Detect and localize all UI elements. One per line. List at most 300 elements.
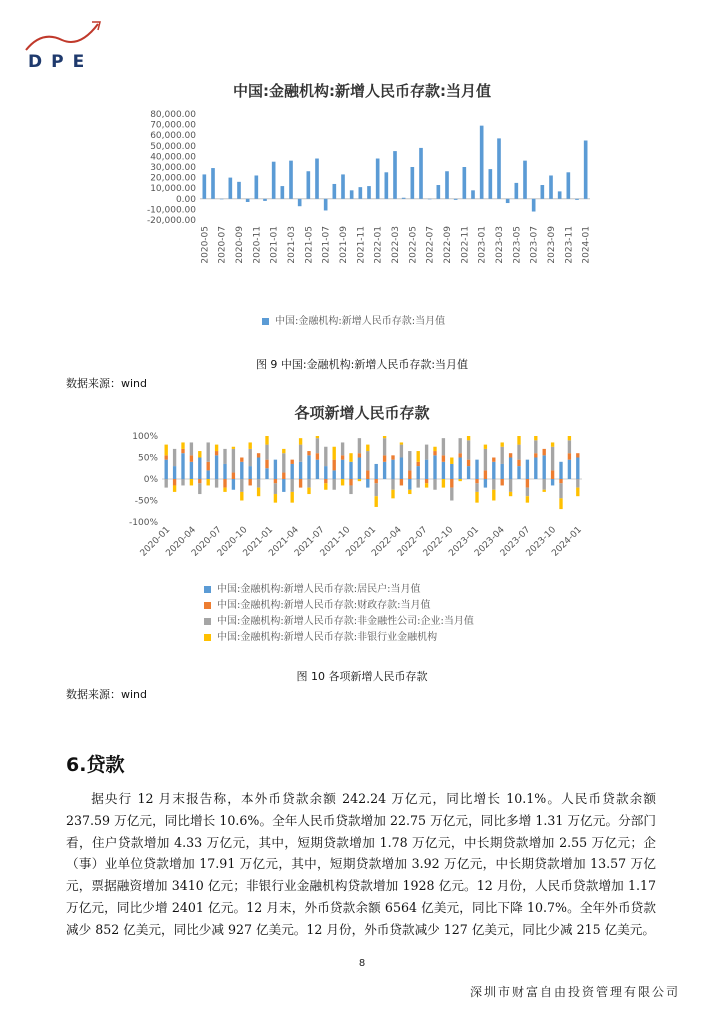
bar-segment <box>198 483 201 494</box>
figure-10-caption: 图 10 各项新增人民币存款 <box>296 670 428 683</box>
bar <box>367 186 371 199</box>
legend-label: 中国:金融机构:新增人民币存款:财政存款:当月值 <box>217 600 431 611</box>
bar-segment <box>307 455 310 479</box>
bar-segment <box>433 479 436 490</box>
bar-segment <box>215 451 218 455</box>
bar-segment <box>333 479 336 490</box>
bar-segment <box>358 458 361 480</box>
bar-segment <box>215 445 218 451</box>
x-tick-label: 2023-05 <box>512 226 523 264</box>
bar-segment <box>450 488 453 501</box>
bar-segment <box>450 464 453 479</box>
x-tick-label: 2023-09 <box>547 226 557 264</box>
x-tick-label: 2021-09 <box>339 226 349 264</box>
bar-segment <box>173 466 176 479</box>
bar-segment <box>467 436 470 440</box>
legend-item <box>204 614 474 630</box>
bar-segment <box>492 479 495 490</box>
bar-segment <box>349 479 352 485</box>
bar-segment <box>375 496 378 507</box>
x-tick-label: 2021-07 <box>293 525 327 559</box>
bar-segment <box>534 436 537 440</box>
bar-segment <box>400 445 403 458</box>
y-tick-label: -50% <box>134 496 158 507</box>
legend-item <box>204 582 474 598</box>
bar-segment <box>291 464 294 479</box>
bar-segment <box>400 458 403 480</box>
bar-segment <box>475 492 478 503</box>
x-tick-label: 2020-09 <box>235 226 245 264</box>
bar-segment <box>559 479 562 483</box>
bar-segment <box>408 479 411 490</box>
y-tick-label: -10,000.00 <box>146 205 196 216</box>
x-tick-label: 2023-07 <box>498 525 533 559</box>
bar-segment <box>307 488 310 494</box>
x-tick-label: 2022-04 <box>370 525 404 559</box>
bar-segment <box>551 447 554 471</box>
x-tick-label: 2021-05 <box>304 226 315 264</box>
bar-segment <box>366 451 369 470</box>
y-tick-label: 0.00 <box>175 194 196 205</box>
bar-segment <box>333 470 336 479</box>
bar-segment <box>240 492 243 501</box>
bar-segment <box>391 479 394 490</box>
bar-segment <box>333 460 336 471</box>
bar-segment <box>358 479 361 481</box>
bar-segment <box>467 460 470 466</box>
bar <box>298 199 302 206</box>
bar-segment <box>324 483 327 489</box>
bar-segment <box>232 473 235 479</box>
bar-segment <box>568 436 571 440</box>
bar-segment <box>543 449 546 455</box>
bar-segment <box>517 436 520 445</box>
footer-company: 深圳市财富自由投资管理有限公司 <box>469 985 680 999</box>
bar <box>506 199 510 203</box>
bar-segment <box>307 451 310 455</box>
legend-swatch <box>204 634 211 641</box>
x-tick-label: 2020-04 <box>164 525 199 559</box>
bar-segment <box>442 479 445 488</box>
figure-9-caption: 图 9 中国:金融机构:新增人民币存款:当月值 <box>255 358 469 371</box>
bar <box>419 148 423 199</box>
bar-segment <box>265 468 268 479</box>
body-paragraph: 据央行 12 月末报告称，本外币贷款余额 242.24 万亿元，同比增长 10.1%。人民币贷款余额 237.59 万亿元，同比增长 10.6%。全年人民币贷款增加 22.75 万亿元，同比多增 1.31 万亿元。分部门看，住户贷款增加 4.33 万亿元，其中，短期贷款增加 1.78 万亿元，中长期贷款增加 2.55 万亿元；企（事）业单位贷款增加 17.91 万亿元，其中，短期贷款增加 3.92 万亿元，中长期贷款增加 13.57 万亿元，票据融资增加 3410 亿元；非银行业金融机构贷款增加 1928 亿元。12 月份，人民币贷款增加 1.17 万亿元，同比少增 2401 亿元。12 月末，外币贷款余额 6564 亿美元，同比下降 10.7%。全年外币贷款减少 852 亿美元，同比少减 927 亿美元。12 月份，外币贷款减少 127 亿美元，同比少减 215 亿美元。 <box>66 791 656 937</box>
bar-segment <box>433 447 436 451</box>
x-tick-label: 2021-01 <box>269 226 280 264</box>
bar-segment <box>459 438 462 453</box>
bar-segment <box>299 479 302 488</box>
legend-item <box>204 598 474 614</box>
chart2-plot <box>120 428 600 576</box>
bar-segment <box>190 479 193 485</box>
legend-item <box>204 630 474 646</box>
bar-segment <box>517 466 520 479</box>
bar-segment <box>198 458 201 480</box>
bar <box>567 172 571 199</box>
bar-segment <box>291 479 294 492</box>
x-tick-label: 2020-11 <box>252 226 263 264</box>
bar-segment <box>425 445 428 460</box>
y-tick-label: 60,000.00 <box>150 131 196 142</box>
bar <box>281 186 285 199</box>
x-tick-label: 2020-07 <box>217 226 228 264</box>
bar-segment <box>366 470 369 479</box>
bar <box>255 175 259 198</box>
bar-segment <box>240 462 243 479</box>
bar-segment <box>358 438 361 453</box>
bar-segment <box>450 458 453 464</box>
bar-segment <box>223 449 226 464</box>
bar-segment <box>459 479 462 481</box>
bar-segment <box>576 458 579 480</box>
bar-segment <box>400 442 403 444</box>
bar-segment <box>391 490 394 499</box>
legend-swatch <box>204 602 211 609</box>
x-tick-label: 2023-01 <box>477 226 488 264</box>
bar-segment <box>433 455 436 479</box>
bar-segment <box>282 479 285 492</box>
bar-segment <box>551 479 554 485</box>
x-tick-label: 2022-10 <box>421 525 456 559</box>
y-tick-label: 50% <box>137 453 158 464</box>
bar <box>289 161 293 199</box>
bar-segment <box>375 479 378 483</box>
bar-segment <box>475 483 478 492</box>
bar-segment <box>341 479 344 485</box>
section-heading: 6.贷款 <box>66 754 125 776</box>
bar-segment <box>173 449 176 466</box>
bar-segment <box>265 436 268 445</box>
bar-segment <box>559 498 562 509</box>
bar-segment <box>509 479 512 492</box>
x-tick-label: 2023-03 <box>495 226 505 264</box>
y-tick-label: 40,000.00 <box>150 152 196 163</box>
bar-segment <box>383 436 386 438</box>
bar-segment <box>232 479 235 490</box>
bar-segment <box>232 447 235 449</box>
bar-segment <box>475 479 478 483</box>
bar-segment <box>526 460 529 479</box>
bar <box>480 126 484 199</box>
bar-segment <box>181 453 184 479</box>
bar-segment <box>391 460 394 479</box>
bar-segment <box>442 455 445 461</box>
bar-segment <box>232 449 235 473</box>
chart1-title: 中国:金融机构:新增人民币存款:当月值 <box>233 82 491 100</box>
legend-label: 中国:金融机构:新增人民币存款:非金融性公司:企业:当月值 <box>217 616 474 627</box>
bar-segment <box>425 479 428 483</box>
bar-segment <box>274 494 277 503</box>
bar-segment <box>383 438 386 455</box>
bar-segment <box>341 442 344 455</box>
x-tick-label: 2020-07 <box>190 525 224 559</box>
bar-segment <box>543 490 546 492</box>
bar-segment <box>207 442 210 461</box>
bar <box>393 151 397 199</box>
chart2-title: 各项新增人民币存款 <box>294 404 430 422</box>
bar-segment <box>341 460 344 479</box>
bar-segment <box>576 453 579 457</box>
x-tick-label: 2023-10 <box>524 525 559 559</box>
bar <box>350 190 354 198</box>
bar-segment <box>349 453 352 462</box>
bar-segment <box>484 445 487 449</box>
y-tick-label: 50,000.00 <box>150 141 196 152</box>
bar <box>575 199 579 200</box>
bar-segment <box>198 451 201 457</box>
data-source-2: 数据来源：wind <box>66 688 148 701</box>
bar <box>428 199 432 200</box>
bar <box>359 187 363 199</box>
bar <box>402 198 406 199</box>
bar-segment <box>181 479 184 485</box>
x-tick-label: 2022-09 <box>443 226 453 264</box>
bar-segment <box>408 451 411 470</box>
x-tick-label: 2020-01 <box>138 525 173 559</box>
bar <box>445 171 449 199</box>
bar-segment <box>349 485 352 494</box>
bar-segment <box>534 453 537 457</box>
bar-segment <box>316 436 319 438</box>
bar-segment <box>316 438 319 453</box>
bar-segment <box>433 451 436 455</box>
bar-segment <box>215 479 218 488</box>
bar-segment <box>509 492 512 496</box>
bar-segment <box>442 438 445 455</box>
bar <box>463 167 467 199</box>
bar-segment <box>543 455 546 479</box>
y-tick-label: 80,000.00 <box>150 110 196 120</box>
bar-segment <box>559 483 562 498</box>
bar-segment <box>299 462 302 479</box>
bar-segment <box>366 479 369 488</box>
bar-segment <box>509 458 512 480</box>
y-tick-label: 20,000.00 <box>150 173 196 184</box>
bar-segment <box>257 453 260 457</box>
bar-segment <box>299 445 302 462</box>
bar-segment <box>517 445 520 460</box>
bar-segment <box>190 455 193 461</box>
bar-segment <box>223 479 226 488</box>
bar-segment <box>408 490 411 494</box>
bar <box>203 174 207 198</box>
bar <box>237 182 241 199</box>
bar-segment <box>501 447 504 464</box>
x-tick-label: 2024-01 <box>550 525 584 559</box>
chart1-legend <box>262 312 445 327</box>
bar-segment <box>425 483 428 487</box>
bar <box>324 199 328 211</box>
x-tick-label: 2022-01 <box>373 226 384 264</box>
bar-segment <box>484 449 487 471</box>
bar <box>341 174 345 198</box>
y-tick-label: 0% <box>143 475 158 485</box>
bar-segment <box>492 462 495 479</box>
bar-segment <box>299 438 302 444</box>
bar-segment <box>484 470 487 479</box>
legend-swatch <box>262 318 269 325</box>
bar-segment <box>324 447 327 466</box>
bar-segment <box>492 490 495 501</box>
bar <box>549 175 553 198</box>
bar-segment <box>568 460 571 479</box>
x-tick-label: 2023-07 <box>529 226 540 264</box>
bar <box>385 172 389 199</box>
bar-segment <box>307 479 310 488</box>
bar-segment <box>282 453 285 472</box>
bar-segment <box>274 460 277 479</box>
bar <box>541 185 545 199</box>
bar-segment <box>467 440 470 459</box>
bar-segment <box>391 455 394 459</box>
y-tick-label: 70,000.00 <box>150 120 196 131</box>
bar <box>376 159 380 199</box>
bar <box>471 190 475 198</box>
bar-segment <box>543 479 546 490</box>
bar-segment <box>459 453 462 457</box>
y-tick-label: -20,000.00 <box>146 216 196 226</box>
bar-segment <box>240 479 243 492</box>
x-tick-label: 2023-04 <box>473 525 507 559</box>
bar-segment <box>324 466 327 479</box>
bar-segment <box>249 479 252 485</box>
y-tick-label: -100% <box>129 518 158 528</box>
data-source-1: 数据来源：wind <box>66 377 148 390</box>
x-tick-label: 2022-07 <box>395 525 430 559</box>
bar-segment <box>249 449 252 466</box>
bar-segment <box>576 488 579 497</box>
logo-text: DPE <box>28 52 94 72</box>
bar <box>497 138 501 198</box>
bar-segment <box>417 479 420 488</box>
bar-segment <box>257 488 260 497</box>
chart2-legend <box>204 582 474 646</box>
bar-segment <box>349 462 352 479</box>
bar-segment <box>526 496 529 502</box>
bar <box>211 168 215 199</box>
bar-segment <box>551 442 554 446</box>
bar-segment <box>173 479 176 485</box>
x-tick-label: 2022-11 <box>460 226 471 264</box>
bar <box>558 191 562 198</box>
bar <box>489 169 493 199</box>
bar-segment <box>534 440 537 453</box>
bar <box>584 141 588 199</box>
x-tick-label: 2022-07 <box>425 226 436 264</box>
bar-segment <box>282 473 285 479</box>
bar <box>523 161 527 199</box>
bar <box>220 199 224 200</box>
bar-segment <box>559 462 562 479</box>
bar-segment <box>534 458 537 480</box>
bar <box>532 199 536 212</box>
y-tick-label: 30,000.00 <box>150 163 196 173</box>
bar-segment <box>526 488 529 497</box>
legend-label: 中国:金融机构:新增人民币存款:居民户:当月值 <box>217 584 421 595</box>
bar <box>411 167 415 199</box>
bar-segment <box>442 462 445 479</box>
bar-segment <box>291 492 294 503</box>
bar-segment <box>249 442 252 448</box>
bar-segment <box>501 442 504 446</box>
bar-segment <box>165 445 168 456</box>
bar-segment <box>190 462 193 479</box>
x-tick-label: 2022-03 <box>391 226 401 264</box>
bar-segment <box>274 483 277 494</box>
bar <box>229 178 233 199</box>
bar-segment <box>316 453 319 459</box>
bar <box>315 159 319 199</box>
bar-segment <box>417 451 420 462</box>
bar <box>333 184 337 199</box>
bar <box>437 185 441 199</box>
bar-segment <box>358 453 361 457</box>
bar <box>307 171 311 199</box>
bar-segment <box>467 466 470 479</box>
x-tick-label: 2021-11 <box>356 225 367 264</box>
bar-segment <box>223 464 226 479</box>
bar-segment <box>366 445 369 451</box>
bar-segment <box>400 479 403 485</box>
bar-segment <box>257 458 260 480</box>
bar <box>272 162 276 199</box>
x-tick-label: 2020-05 <box>200 226 211 264</box>
bar-segment <box>198 479 201 483</box>
x-tick-label: 2021-07 <box>321 226 332 264</box>
bar-segment <box>249 466 252 479</box>
bar-segment <box>240 458 243 462</box>
chart1-plot <box>120 108 600 298</box>
x-tick-label: 2022-01 <box>344 525 379 559</box>
bar <box>263 199 267 201</box>
bar-segment <box>165 460 168 479</box>
bar-segment <box>341 455 344 459</box>
bar <box>454 199 458 200</box>
bar-segment <box>551 470 554 479</box>
bar-segment <box>274 479 277 483</box>
bar-segment <box>165 479 168 488</box>
x-tick-label: 2021-03 <box>287 226 297 264</box>
x-tick-label: 2024-01 <box>581 226 592 264</box>
legend-swatch <box>204 618 211 625</box>
bar-segment <box>291 460 294 464</box>
bar-segment <box>568 440 571 453</box>
bar-segment <box>333 447 336 460</box>
bar-segment <box>173 485 176 491</box>
legend-swatch <box>204 586 211 593</box>
bar-segment <box>257 479 260 488</box>
bar-segment <box>501 479 504 485</box>
bar-segment <box>282 449 285 453</box>
bar-segment <box>181 442 184 448</box>
bar <box>246 199 250 202</box>
bar-segment <box>484 479 487 488</box>
x-tick-label: 2022-05 <box>408 226 419 264</box>
bar-segment <box>492 458 495 462</box>
bar-segment <box>568 453 571 459</box>
bar-segment <box>316 460 319 479</box>
x-tick-label: 2021-04 <box>267 525 301 559</box>
y-tick-label: 100% <box>132 432 158 442</box>
bar-segment <box>165 455 168 459</box>
bar-segment <box>417 462 420 466</box>
page-number: 8 <box>358 958 366 969</box>
x-tick-label: 2020-10 <box>215 525 250 559</box>
bar-segment <box>526 479 529 488</box>
bar-segment <box>475 460 478 479</box>
x-tick-label: 2023-11 <box>564 226 575 264</box>
